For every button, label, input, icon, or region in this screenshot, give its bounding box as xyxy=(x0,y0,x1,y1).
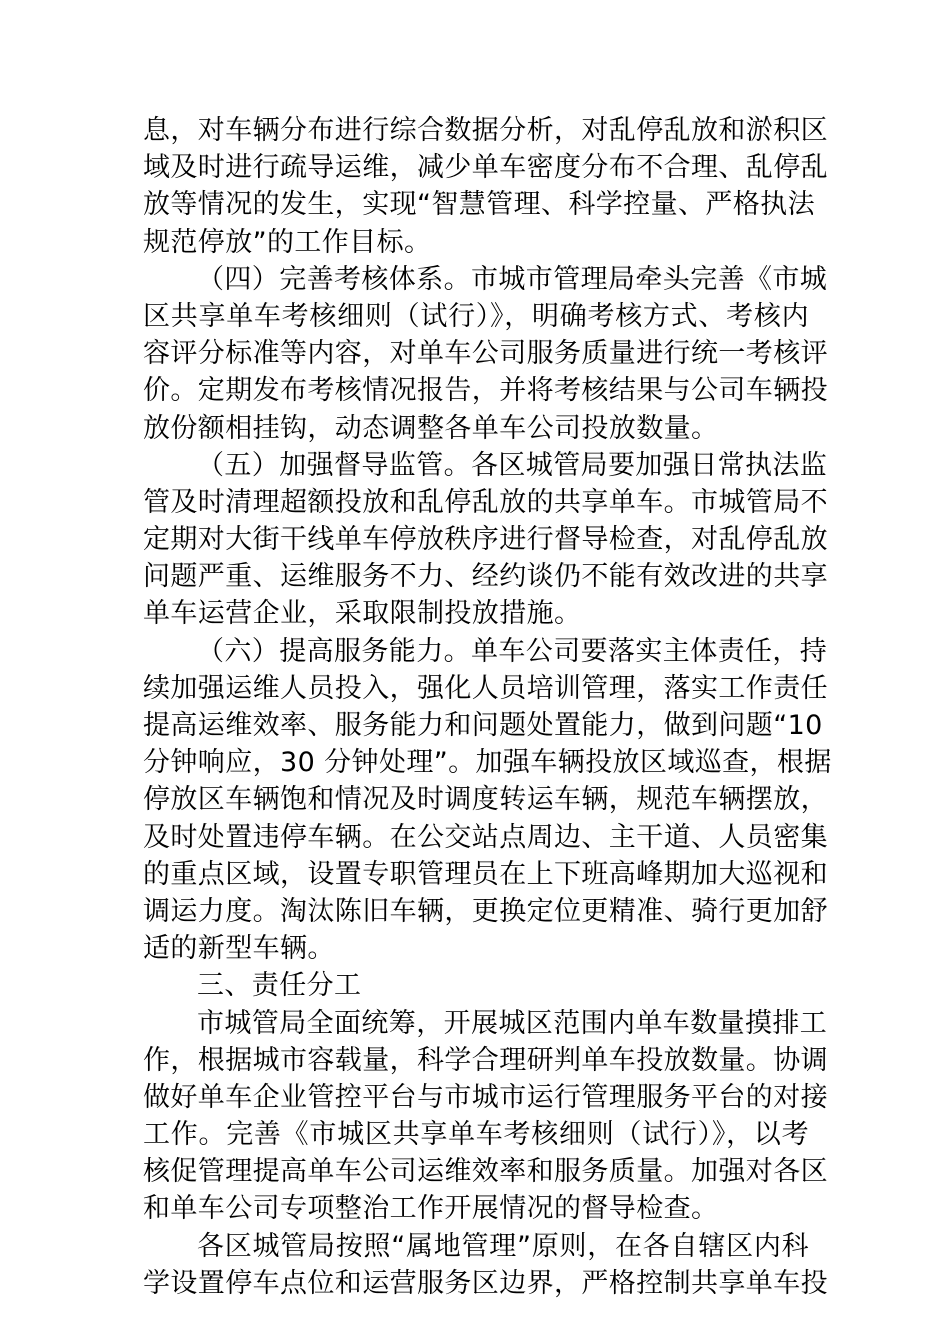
text-line: 做好单车企业管控平台与市城市运行管理服务平台的对接 xyxy=(143,1081,828,1113)
section-heading-line: （五）加强督导监管。各区城管局要加强日常执法监 xyxy=(197,449,828,481)
paragraph-first-line: 各区城管局按照“属地管理”原则，在各自辖区内科 xyxy=(197,1230,809,1262)
text-line: 调运力度。淘汰陈旧车辆，更换定位更精准、骑行更加舒 xyxy=(143,895,828,927)
text-line: 息，对车辆分布进行综合数据分析，对乱停乱放和淤积区 xyxy=(143,115,828,146)
text-line: 价。定期发布考核情况报告，并将考核结果与公司车辆投 xyxy=(143,375,828,407)
text-line: 提高运维效率、服务能力和问题处置能力，做到问题“10 xyxy=(143,710,823,741)
text-line: 适的新型车辆。 xyxy=(143,933,335,965)
text-line: 域及时进行疏导运维，减少单车密度分布不合理、乱停乱 xyxy=(143,152,828,184)
text-line: 管及时清理超额投放和乱停乱放的共享单车。市城管局不 xyxy=(143,486,828,518)
paragraph-first-line: 市城管局全面统筹，开展城区范围内单车数量摸排工 xyxy=(197,1007,828,1039)
text-line: 的重点区域，设置专职管理员在上下班高峰期加大巡视和 xyxy=(143,858,828,890)
text-line: 分钟响应，30 分钟处理”。加强车辆投放区域巡查，根据 xyxy=(143,747,832,779)
text-line: 放份额相挂钩，动态调整各单车公司投放数量。 xyxy=(143,412,719,444)
text-line: 容评分标准等内容，对单车公司服务质量进行统一考核评 xyxy=(143,338,828,370)
section-heading-line: （六）提高服务能力。单车公司要落实主体责任，持 xyxy=(197,635,828,667)
text-line: 定期对大街干线单车停放秩序进行督导检查，对乱停乱放 xyxy=(143,524,828,556)
text-line: 工作。完善《市城区共享单车考核细则（试行）》，以考 xyxy=(143,1119,809,1151)
text-line: 单车运营企业，采取限制投放措施。 xyxy=(143,598,582,630)
text-line: 续加强运维人员投入，强化人员培训管理，落实工作责任 xyxy=(143,672,828,704)
text-line: 停放区车辆饱和情况及时调度转运车辆，规范车辆摆放， xyxy=(143,784,828,816)
section-heading-line: （四）完善考核体系。市城市管理局牵头完善《市城 xyxy=(197,263,828,295)
text-line: 区共享单车考核细则（试行）》，明确考核方式、考核内 xyxy=(143,300,809,332)
text-line: 及时处置违停车辆。在公交站点周边、主干道、人员密集 xyxy=(143,821,828,853)
text-line: 规范停放”的工作目标。 xyxy=(143,226,432,258)
document-body xyxy=(143,112,832,1302)
section-heading: 三、责任分工 xyxy=(197,970,362,1002)
text-line: 核促管理提高单车公司运维效率和服务质量。加强对各区 xyxy=(143,1156,828,1188)
text-line: 问题严重、运维服务不力、经约谈仍不能有效改进的共享 xyxy=(143,561,828,593)
text-line: 作，根据城市容载量，科学合理研判单车投放数量。协调 xyxy=(143,1044,828,1076)
text-line: 学设置停车点位和运营服务区边界，严格控制共享单车投 xyxy=(143,1267,828,1299)
text-line: 放等情况的发生，实现“智慧管理、科学控量、严格执法 xyxy=(143,189,815,221)
text-line: 和单车公司专项整治工作开展情况的督导检查。 xyxy=(143,1193,719,1225)
